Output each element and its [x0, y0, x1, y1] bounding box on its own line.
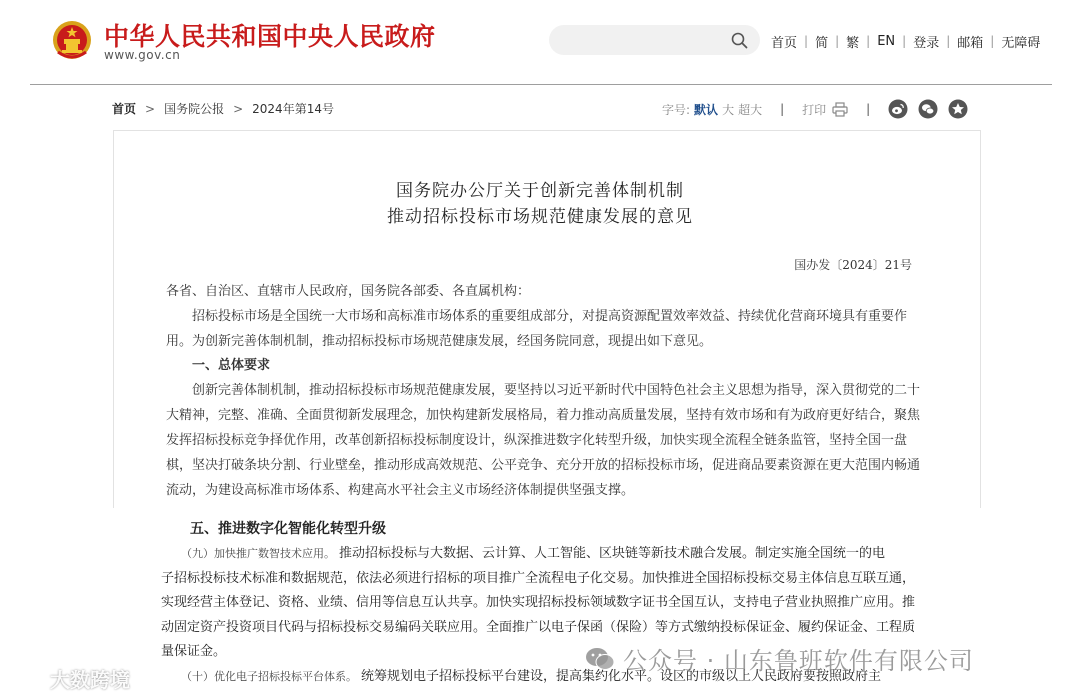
- nav-login[interactable]: 登录: [913, 35, 940, 51]
- national-emblem-icon[interactable]: [52, 18, 92, 62]
- text-line: 子招标投标技术标准和数据规范，依法必须进行招标的项目推广全流程电子化交易。加快推进全国招标投标交易主体信息互联互通，: [161, 570, 916, 586]
- breadcrumb-bar: [0, 86, 1080, 130]
- text-line: 量保证金。: [161, 644, 227, 660]
- article-tools: [662, 99, 968, 119]
- section-heading-text: 一、总体要求: [192, 358, 271, 373]
- document-intro: [166, 304, 926, 354]
- section1-paragraph: [166, 378, 926, 503]
- text-line: 创新完善体制机制，推动招标投标市场规范健康发展，要坚持以习近平新时代中国特色社会主义思想为指导，深入贯彻党的二十: [192, 383, 921, 398]
- watermark-left-text: 大数跨境: [50, 668, 130, 692]
- text-line: 推动招标投标与大数据、云计算、人工智能、区块链等新技术融合发展。制定实施全国统一的电: [339, 546, 886, 561]
- document-title-line1: 国务院办公厅关于创新完善体制机制: [396, 181, 684, 201]
- text-line: 统筹规划电子招标投标平台建设，提高集约化水平。设区的市级以上人民政府要按照政府主: [361, 669, 882, 684]
- search-icon[interactable]: [731, 32, 748, 49]
- site-header: [0, 0, 1080, 86]
- section-heading: [166, 353, 926, 378]
- nav-separator: |: [990, 34, 995, 48]
- weibo-icon[interactable]: [888, 99, 908, 119]
- favorite-icon[interactable]: [948, 99, 968, 119]
- print-button[interactable]: 打印: [802, 102, 827, 117]
- chevron-right-icon: >: [233, 101, 244, 116]
- chevron-right-icon: >: [145, 101, 156, 116]
- item9-heading: （九）加快推广数智技术应用。: [181, 547, 335, 560]
- text-line: 招标投标市场是全国统一大市场和高标准市场体系的重要组成部分，对提高资源配置效率效益、持续优化营商环境具有重要作: [192, 309, 908, 324]
- watermark-right-text: 公众号 · 山东鲁班软件有限公司: [623, 647, 974, 675]
- nav-english[interactable]: EN: [877, 33, 896, 49]
- font-size-xlarge[interactable]: 超大: [738, 102, 763, 117]
- text-line: 棋，坚决打破条块分割、行业壁垒，推动形成高效规范、公平竞争、充分开放的招标投标市场，促进商品要素资源在更大范围内畅通: [166, 458, 921, 473]
- wechat-watermark-icon: [585, 646, 615, 672]
- font-size-label: 字号:: [662, 102, 691, 117]
- breadcrumb-issue[interactable]: 2024年第14号: [252, 102, 334, 116]
- breadcrumb-gazette[interactable]: 国务院公报: [164, 102, 225, 116]
- font-size-default[interactable]: 默认: [694, 102, 719, 117]
- nav-separator: |: [804, 34, 809, 48]
- font-size-large[interactable]: 大: [722, 102, 735, 117]
- section5-heading: 五、推进数字化智能化转型升级: [190, 521, 386, 537]
- top-nav: [771, 31, 1040, 51]
- printer-icon[interactable]: [832, 102, 848, 117]
- intro-line: [166, 329, 926, 354]
- watermark-logo-icon: [4, 668, 44, 690]
- document-salutation: 各省、自治区、直辖市人民政府，国务院各部委、各直属机构：: [166, 284, 531, 299]
- breadcrumb: [112, 100, 334, 117]
- nav-separator: |: [835, 34, 840, 48]
- site-domain: www.gov.cn: [104, 48, 181, 62]
- nav-traditional[interactable]: 繁: [846, 35, 860, 51]
- watermark-right: [585, 641, 974, 676]
- header-divider: [30, 84, 1052, 85]
- nav-separator: |: [902, 34, 907, 48]
- nav-home[interactable]: 首页: [771, 35, 798, 51]
- text-line: 用。为创新完善体制机制，推动招标投标市场规范健康发展，经国务院同意，现提出如下意见。: [166, 334, 713, 349]
- search-input[interactable]: [561, 29, 721, 51]
- watermark-left: [4, 664, 130, 693]
- tools-separator: |: [866, 102, 871, 116]
- wechat-icon[interactable]: [918, 99, 938, 119]
- tools-separator: |: [780, 102, 785, 116]
- nav-mailbox[interactable]: 邮箱: [957, 35, 984, 51]
- breadcrumb-home[interactable]: 首页: [112, 102, 137, 116]
- nav-separator: |: [946, 34, 951, 48]
- document-title-line2: 推动招标投标市场规范健康发展的意见: [387, 207, 693, 227]
- item10-heading: （十）优化电子招标投标平台体系。: [181, 670, 357, 683]
- text-line: 流动，为建设高标准市场体系、构建高水平社会主义市场经济体制提供坚强支撑。: [166, 483, 635, 498]
- nav-accessibility[interactable]: 无障碍: [1001, 35, 1041, 51]
- nav-separator: |: [866, 34, 871, 48]
- document-number: 国办发〔2024〕21号: [794, 258, 912, 272]
- search-box: [549, 25, 760, 55]
- site-title[interactable]: 中华人民共和国中央人民政府: [104, 22, 436, 51]
- text-line: 动固定资产投资项目代码与招标投标交易编码关联应用。全面推广以电子保函（保险）等方式缴纳投标保证金、履约保证金、工程质: [161, 619, 916, 635]
- text-line: 发挥招标投标竞争择优作用，改革创新招标投标制度设计，纵深推进数字化转型升级，加快实现全流程全链条监管，坚持全国一盘: [166, 433, 908, 448]
- nav-simplified[interactable]: 简: [815, 35, 829, 51]
- text-line: 实现经营主体登记、资格、业绩、信用等信息互认共享。加快实现招标投标领域数字证书全国互认，支持电子营业执照推广应用。推: [161, 595, 916, 611]
- intro-line: [166, 304, 926, 329]
- text-line: 大精神，完整、准确、全面贯彻新发展理念，加快构建新发展格局，着力推动高质量发展，坚持有效市场和有为政府更好结合，聚焦: [166, 408, 921, 423]
